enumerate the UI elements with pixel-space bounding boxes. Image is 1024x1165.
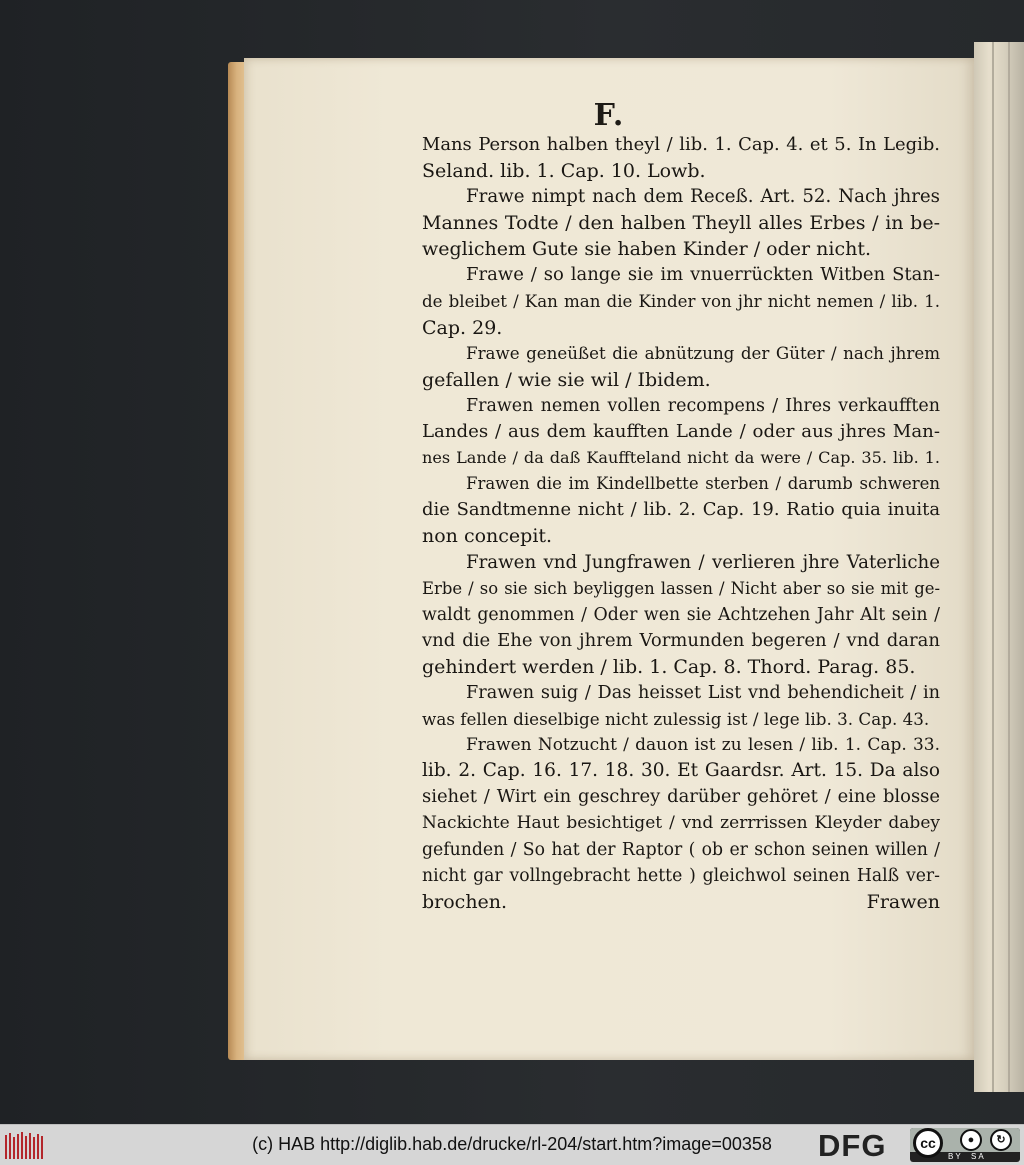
text-line: Frawe nimpt nach dem Receß. Art. 52. Nach jhres bbox=[466, 186, 940, 208]
text-line: gehindert werden / lib. 1. Cap. 8. Thord. Parag. 85. bbox=[422, 655, 916, 678]
running-head: F. bbox=[593, 98, 625, 133]
dfg-logo: DFG bbox=[818, 1128, 887, 1163]
text-line: Seland. lib. 1. Cap. 10. Lowb. bbox=[422, 160, 706, 183]
text-line: Nackichte Haut besichtiget / vnd zerrrissen Kleyder dabey bbox=[422, 813, 940, 834]
text-line: gefallen / wie sie wil / Ibidem. bbox=[422, 368, 711, 391]
text-line: Frawe geneüßet die abnützung der Güter / nach jhrem bbox=[466, 343, 940, 363]
cc-icon: cc bbox=[913, 1128, 943, 1158]
catchword: Frawen bbox=[866, 890, 940, 913]
text-line: Frawen suig / Das heisset List vnd behendicheit / in bbox=[466, 682, 940, 703]
text-line: die Sandtmenne nicht / lib. 2. Cap. 19. Ratio quia inuita bbox=[422, 499, 940, 521]
share-alike-icon: ↻ bbox=[990, 1129, 1012, 1151]
cc-by-label: BY bbox=[948, 1152, 963, 1161]
cc-license-badge[interactable] bbox=[910, 1128, 1020, 1162]
text-line: de bleibet / Kan man die Kinder von jhr nicht nemen / lib. 1. bbox=[422, 291, 940, 311]
text-line: Frawe / so lange sie im vnuerrückten Witben Stan- bbox=[466, 264, 940, 286]
text-line: non concepit. bbox=[422, 525, 553, 548]
last-line bbox=[422, 889, 940, 915]
text-line: Mans Person halben theyl / lib. 1. Cap. 4. et 5. In Legib. bbox=[422, 134, 940, 155]
text-line: was fellen dieselbige nicht zulessig ist / lege lib. 3. Cap. 43. bbox=[422, 709, 930, 730]
text-line: Erbe / so sie sich beyliggen lassen / Nicht aber so sie mit ge- bbox=[422, 578, 940, 598]
text-line: waldt genommen / Oder wen sie Achtzehen Jahr Alt sein / bbox=[422, 604, 940, 625]
text-line: Frawen vnd Jungfrawen / verlieren jhre Vaterliche bbox=[466, 551, 940, 573]
by-person-icon: ● bbox=[960, 1129, 982, 1151]
text-line: vnd die Ehe von jhrem Vormunden begeren / vnd daran bbox=[422, 629, 940, 651]
text-line: weglichem Gute sie haben Kinder / oder nicht. bbox=[422, 238, 872, 261]
copyright-url[interactable]: (c) HAB http://diglib.hab.de/drucke/rl-204/start.htm?image=00358 bbox=[252, 1134, 772, 1154]
book-page bbox=[244, 58, 974, 1060]
last-line-word: brochen. bbox=[422, 890, 508, 913]
text-line: Mannes Todte / den halben Theyll alles Erbes / in be- bbox=[422, 212, 940, 235]
text-line: Frawen nemen vollen recompens / Ihres verkaufften bbox=[466, 395, 940, 416]
text-line: nicht gar vollngebracht hette ) gleichwol seinen Halß ver- bbox=[422, 865, 940, 886]
body-text bbox=[422, 132, 940, 915]
text-line: lib. 2. Cap. 16. 17. 18. 30. Et Gaardsr. Art. 15. Da also bbox=[422, 760, 940, 782]
footer-bar bbox=[0, 1124, 1024, 1165]
adjacent-page-stack bbox=[974, 42, 1024, 1092]
text-line: Frawen die im Kindellbette sterben / darumb schweren bbox=[466, 474, 940, 494]
text-line: siehet / Wirt ein geschrey darüber gehöret / eine blosse bbox=[422, 786, 940, 808]
text-line: Frawen Notzucht / dauon ist zu lesen / lib. 1. Cap. 33. bbox=[466, 735, 940, 756]
cc-sa-label: SA bbox=[970, 1152, 986, 1161]
text-line: Landes / aus dem kaufften Lande / oder aus jhres Man- bbox=[422, 421, 940, 443]
text-line: Cap. 29. bbox=[422, 316, 503, 339]
text-line: nes Lande / da daß Kauffteland nicht da were / Cap. 35. lib. 1. bbox=[422, 448, 940, 468]
text-line: gefunden / So hat der Raptor ( ob er schon seinen willen / bbox=[422, 839, 940, 860]
